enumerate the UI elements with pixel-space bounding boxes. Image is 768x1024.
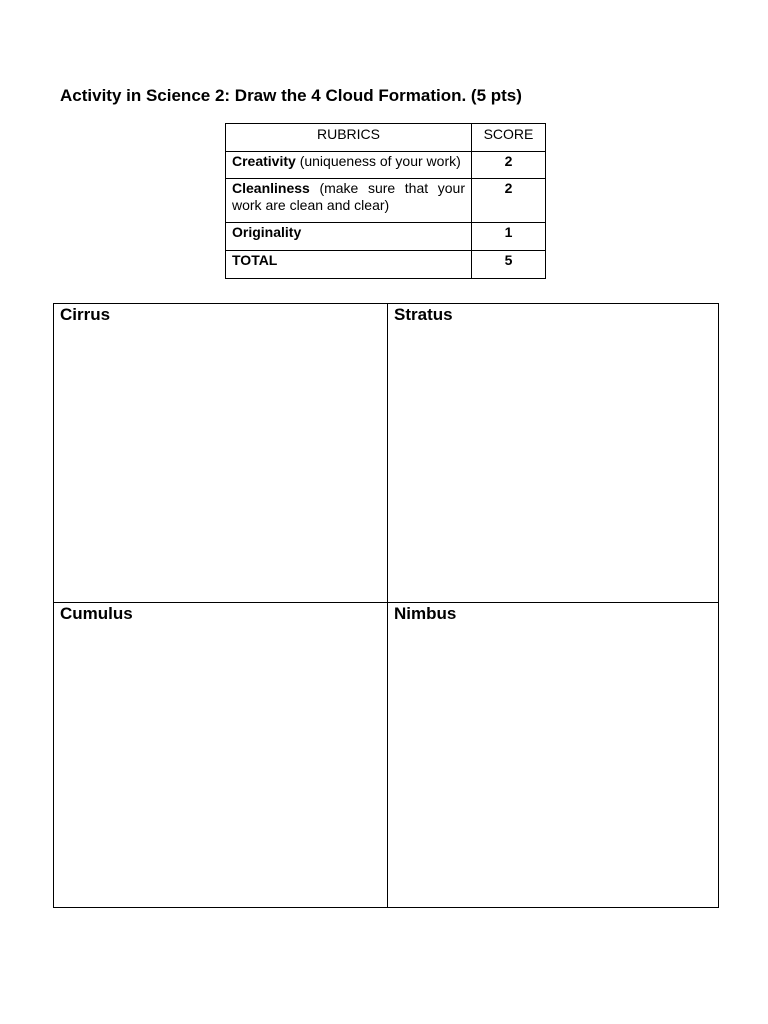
criterion-name: Originality [232,224,302,240]
criterion-cell [226,179,472,223]
drawing-box-nimbus[interactable] [388,603,718,907]
rubric-row-cleanliness [226,179,546,223]
rubric-row-originality [226,223,546,251]
score-header: SCORE [472,124,546,152]
criterion-cell [226,251,472,279]
score-cell: 2 [472,152,546,179]
rubrics-header: RUBRICS [226,124,472,152]
drawing-box-stratus[interactable] [388,304,718,603]
criterion-description: (uniqueness of your work) [295,153,461,169]
page-title: Activity in Science 2: Draw the 4 Cloud Formation. (5 pts) [60,86,522,105]
cloud-label: Cumulus [60,604,133,623]
total-score-cell: 5 [472,251,546,279]
drawing-box-cirrus[interactable] [54,304,388,603]
criterion-cell [226,223,472,251]
rubric-row-total [226,251,546,279]
criterion-name: Creativity [232,153,296,169]
rubric-header-row [226,124,546,152]
criterion-description: (make sure that your work are clean and clear) [232,180,465,213]
score-cell: 2 [472,179,546,223]
drawing-box-cumulus[interactable] [54,603,388,907]
total-label: TOTAL [232,252,278,268]
score-cell: 1 [472,223,546,251]
cloud-label: Stratus [394,305,453,324]
cloud-label: Nimbus [394,604,457,623]
criterion-name: Cleanliness [232,180,310,196]
rubric-row-creativity [226,152,546,179]
rubric-table [225,123,546,279]
cloud-label: Cirrus [60,305,111,324]
cloud-drawing-grid [53,303,719,908]
criterion-cell [226,152,472,179]
